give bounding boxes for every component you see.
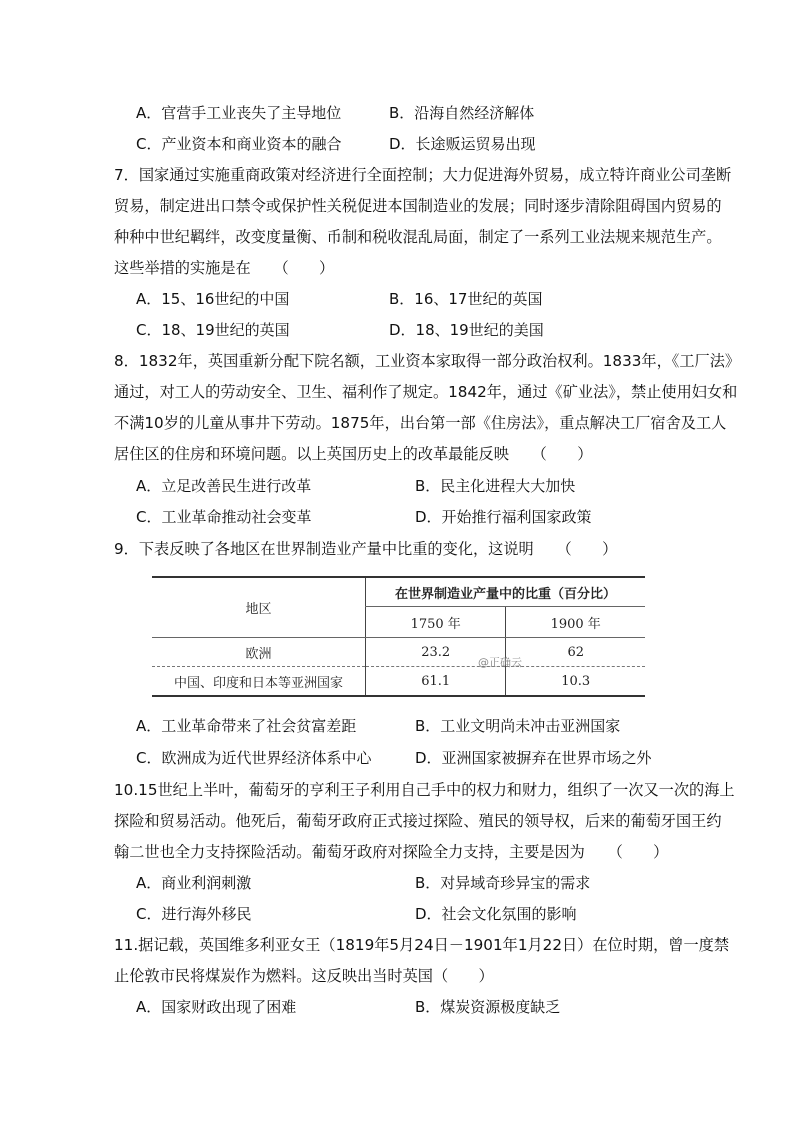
q11-option-a: A．国家财政出现了困难 (136, 998, 297, 1016)
q11-stem-line1: 11.据记载，英国维多利亚女王（1819年5月24日－1901年1月22日）在位时期，曾一度禁 (114, 936, 730, 954)
q7-option-d: D．18、19世纪的美国 (389, 321, 544, 339)
q9-option-b: B．工业文明尚未冲击亚洲国家 (415, 717, 621, 735)
watermark-text: @正确云 (478, 656, 522, 669)
q6-option-a: A．官营手工业丧失了主导地位 (136, 104, 342, 122)
q8-stem-line4: 居住区的住房和环境问题。以上英国历史上的改革最能反映 （ ） (114, 445, 593, 463)
q8-option-a: A．立足改善民生进行改革 (136, 477, 312, 495)
q7-option-b: B．16、17世纪的英国 (389, 290, 543, 308)
q8-option-b: B．民主化进程大大加快 (415, 477, 576, 495)
q8-option-c: C．工业革命推动社会变革 (136, 508, 312, 526)
table-cell-europe-1900: 62 (506, 638, 645, 667)
q7-stem-line1: 7．国家通过实施重商政策对经济进行全面控制；大力促进海外贸易，成立特许商业公司垄断 (114, 166, 732, 184)
q10-option-a: A．商业利润刺激 (136, 874, 252, 892)
table-cell-asia-1900: 10.3 (506, 667, 645, 697)
q10-stem-line3: 翰二世也全力支持探险活动。葡萄牙政府对探险全力支持，主要是因为 （ ） (114, 843, 669, 861)
q9-stem-line1: 9．下表反映了各地区在世界制造业产量中比重的变化，这说明 （ ） (114, 540, 618, 558)
q8-stem-line1: 8．1832年，英国重新分配下院名额，工业资本家取得一部分政治权利。1833年，《工厂法》 (114, 352, 741, 370)
table-cell-region-asia: 中国、印度和日本等亚洲国家 (152, 667, 366, 697)
q7-stem-line2: 贸易，制定进出口禁令或保护性关税促进本国制造业的发展；同时逐步清除阻碍国内贸易的 (114, 197, 722, 215)
q6-option-c: C．产业资本和商业资本的融合 (136, 135, 342, 153)
q11-stem-line2: 止伦敦市民将煤炭作为燃料。这反映出当时英国（ ） (114, 967, 494, 985)
q9-option-c: C．欧洲成为近代世界经济体系中心 (136, 749, 372, 767)
q7-stem-line3: 种种中世纪羁绊，改变度量衡、币制和税收混乱局面，制定了一系列工业法规来规范生产。 (114, 228, 722, 246)
table-header-year-1750: 1750 年 (366, 607, 506, 638)
q8-stem-line3: 不满10岁的儿童从事井下劳动。1875年，出台第一部《住房法》，重点解决工厂宿舍及工人 (114, 414, 727, 432)
manufacturing-share-table (152, 576, 645, 692)
q6-option-d: D．长途贩运贸易出现 (389, 135, 536, 153)
q11-option-b: B．煤炭资源极度缺乏 (415, 998, 561, 1016)
q10-option-c: C．进行海外移民 (136, 905, 252, 923)
q9-option-a: A．工业革命带来了社会贫富差距 (136, 717, 357, 735)
q7-stem-line4: 这些举措的实施是在 （ ） (114, 259, 335, 277)
q7-option-c: C．18、19世纪的英国 (136, 321, 290, 339)
table-header-year-1900: 1900 年 (506, 607, 645, 638)
q6-option-b: B．沿海自然经济解体 (389, 104, 535, 122)
q10-stem-line2: 探险和贸易活动。他死后，葡萄牙政府正式接过探险、殖民的领导权，后来的葡萄牙国王约 (114, 812, 722, 830)
table-cell-asia-1750: 61.1 (366, 667, 506, 697)
q10-option-b: B．对异域奇珍异宝的需求 (415, 874, 591, 892)
q10-option-d: D．社会文化氛围的影响 (415, 905, 577, 923)
q8-option-d: D．开始推行福利国家政策 (415, 508, 592, 526)
q8-stem-line2: 通过，对工人的劳动安全、卫生、福利作了规定。1842年，通过《矿业法》，禁止使用妇女和 (114, 383, 738, 401)
q7-option-a: A．15、16世纪的中国 (136, 290, 290, 308)
q10-stem-line1: 10.15世纪上半叶，葡萄牙的亨利王子利用自己手中的权力和财力，组织了一次又一次的海上 (114, 781, 735, 799)
table-header-region: 地区 (152, 577, 366, 638)
table-cell-europe-1750: 23.2 (366, 638, 506, 667)
table-cell-region-europe: 欧洲 (152, 638, 366, 667)
table-header-share: 在世界制造业产量中的比重（百分比） (366, 577, 646, 607)
q9-option-d: D．亚洲国家被摒弃在世界市场之外 (415, 749, 652, 767)
